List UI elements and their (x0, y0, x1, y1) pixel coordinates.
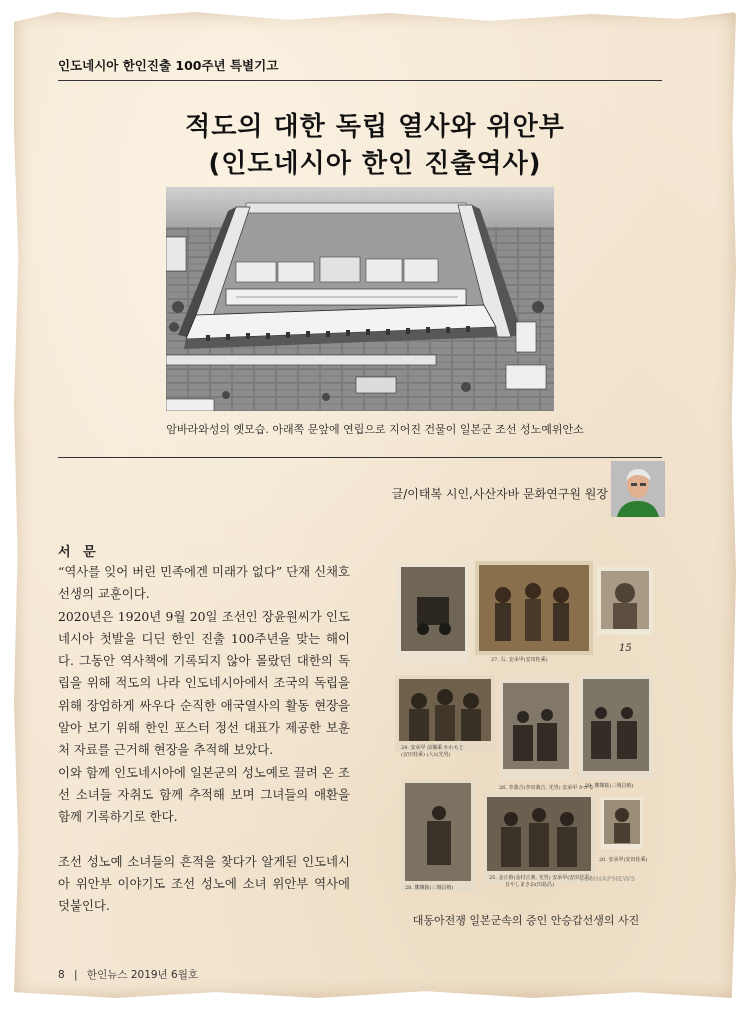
ambarawa-fort-photo (166, 187, 554, 411)
page-number: 8 (58, 969, 65, 981)
article-title-line1: 적도의 대한 독립 열사와 위안부 (185, 112, 565, 142)
paragraph-addendum: 조선 성노예 소녀들의 흔적을 찾다가 알게된 인도네시아 위안부 이야기도 조선 성노에 소녀 위안부 역사에 덧붙인다. (58, 853, 350, 914)
paragraph-history: 2020년은 1920년 9월 20일 조선인 장윤원씨가 인도네시아 첫발을 디딘 한인 진출 100주년을 맞는 해이다. 그동안 역사책에 기록되지 않아 몰랐던 대한의 독립을 위해 적도의 나라 인도네시아에서 조국의 독립을 위해 장엄하게 싸우다 순직한 애국열사의 활동 현장을 알아 보기 위해 한인 포스터 정선 대표가 제공한 보훈처 자료를 근거해 현장을 추적해 보았다. (58, 608, 350, 758)
author-byline: 글/이태복 시인,사산자바 문화연구원 원장 (391, 487, 608, 501)
label-p27: 27. 右. 安承甲(安田桂乘) (491, 657, 548, 663)
section-tag: 인도네시아 한인진출 100주년 특별기고 (58, 58, 279, 73)
label-p25: 25. 金正植(金村正義, 光男) 安承甲(安田桂乘) (489, 875, 592, 881)
paragraph-quote: “역사를 잊어 버린 민족에겐 미래가 없다” 단재 신채호 선생의 교훈이다. (58, 564, 350, 602)
collage-caption: 대동아전쟁 일본군속의 증인 안승갑선생의 사진 (412, 914, 640, 927)
label-p29: 29. 鄭韓鉉(三城昌植) (585, 783, 634, 789)
label-p24b: (安田桂乘) (大山光男) (401, 752, 451, 758)
label-p20: 20. 安承甲(安田桂乘) (599, 857, 648, 863)
paragraph-women: 이와 함께 인도네시아에 일본군의 성노예로 끌려 온 조선 소녀들 자취도 함께 추적해 보며 그녀들의 애환을 함께 기록하기로 한다. (58, 764, 350, 825)
publication-name: 한인뉴스 2019년 6월호 (86, 969, 198, 981)
section-heading: 서 문 (58, 545, 100, 560)
watermark: YONHAPNEWS (579, 875, 636, 883)
main-photo-caption: 암바라와성의 옛모습. 아래쪽 문앞에 연립으로 지어진 건물이 일본군 조선 성노예위안소 (166, 423, 584, 436)
section-divider (58, 457, 662, 458)
photo-collage (395, 557, 657, 899)
page-footer (58, 967, 204, 982)
footer-separator: | (74, 969, 78, 981)
author-portrait (611, 461, 665, 517)
handwritten-number: 15 (619, 643, 632, 654)
header-divider (58, 80, 662, 81)
label-p26: 26. 李義吉(李田義吉, 光男) 安承甲 かかる (499, 785, 594, 791)
label-p28: 28. 鄭韓鉉(三城昌植) (405, 885, 454, 891)
label-p25b: 日やしまさお(田島昌) (505, 882, 554, 888)
label-p24: 24. 安承甲 前獨乘 かわもと (401, 745, 464, 751)
article-body (58, 561, 350, 917)
article-title-line2: (인도네시아 한인 진출역사) (208, 149, 542, 179)
